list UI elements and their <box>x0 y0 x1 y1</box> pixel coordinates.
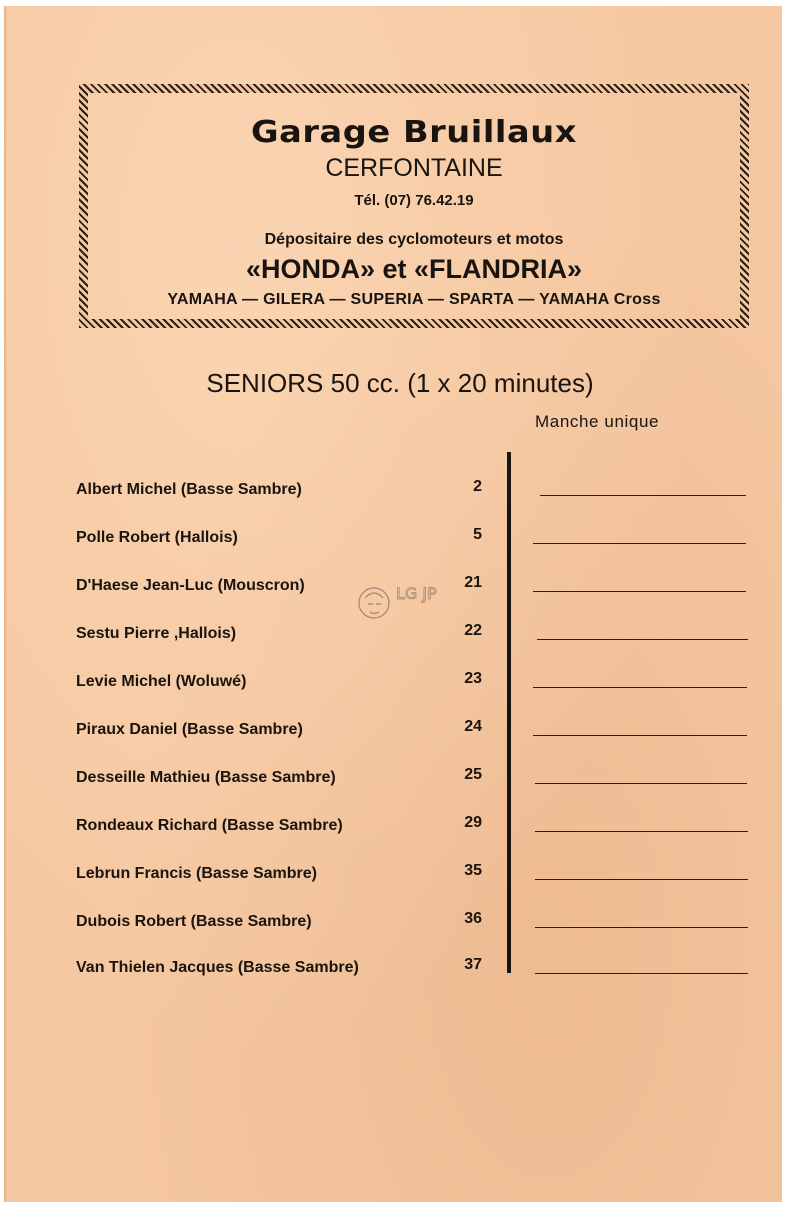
rider-number: 23 <box>464 670 482 687</box>
rider-name: Rondeaux Richard (Basse Sambre) <box>76 817 343 834</box>
rider-name: Lebrun Francis (Basse Sambre) <box>76 865 317 882</box>
entry-row <box>0 478 787 505</box>
main-brands: «HONDA» et «FLANDRIA» <box>245 254 583 284</box>
garage-phone: Tél. (07) 76.42.19 <box>354 192 474 209</box>
rider-name: Piraux Daniel (Basse Sambre) <box>76 721 303 738</box>
rider-number: 24 <box>464 718 482 735</box>
entry-row <box>0 670 787 697</box>
garage-name: Garage Bruillaux <box>251 115 577 150</box>
rider-name: D'Haese Jean-Luc (Mouscron) <box>76 577 305 594</box>
result-line <box>540 495 746 496</box>
entry-row <box>0 910 787 937</box>
entry-row <box>0 862 787 889</box>
column-header: Manche unique <box>535 412 660 431</box>
rider-number: 21 <box>464 574 482 591</box>
rider-number: 37 <box>464 956 482 973</box>
other-brands: YAMAHA — GILERA — SUPERIA — SPARTA — YAMAHA Cross <box>167 291 661 308</box>
rider-number: 25 <box>464 766 482 783</box>
entry-row <box>0 526 787 553</box>
rider-number: 2 <box>473 478 482 495</box>
rider-name: Sestu Pierre ,Hallois) <box>76 625 237 642</box>
event-title: SENIORS 50 cc. (1 x 20 minutes) <box>206 368 594 398</box>
result-line <box>535 831 748 832</box>
rider-name: Desseille Mathieu (Basse Sambre) <box>76 769 336 786</box>
rider-name: Van Thielen Jacques (Basse Sambre) <box>76 959 359 976</box>
rider-number: 35 <box>464 862 482 879</box>
entry-row <box>0 718 787 745</box>
entry-row <box>0 814 787 841</box>
rider-number: 29 <box>464 814 482 831</box>
entry-row <box>0 956 787 983</box>
rider-number: 22 <box>464 622 482 639</box>
result-line <box>533 591 746 592</box>
rider-number: 36 <box>464 910 482 927</box>
rider-name: Levie Michel (Woluwé) <box>76 673 247 690</box>
result-line <box>535 783 747 784</box>
garage-town: CERFONTAINE <box>325 154 503 182</box>
result-line <box>537 639 748 640</box>
result-line <box>533 543 746 544</box>
result-line <box>535 927 748 928</box>
result-line <box>533 687 747 688</box>
rider-name: Polle Robert (Hallois) <box>76 529 238 546</box>
watermark-stamp <box>356 574 437 632</box>
result-line <box>533 735 747 736</box>
dealer-line: Dépositaire des cyclomoteurs et motos <box>264 231 564 248</box>
watermark-text: LG JP <box>396 584 437 603</box>
entry-row <box>0 766 787 793</box>
result-line <box>535 973 748 974</box>
rider-name: Dubois Robert (Basse Sambre) <box>76 913 312 930</box>
rider-number: 5 <box>473 526 482 543</box>
rider-name: Albert Michel (Basse Sambre) <box>76 481 302 498</box>
result-line <box>535 879 748 880</box>
